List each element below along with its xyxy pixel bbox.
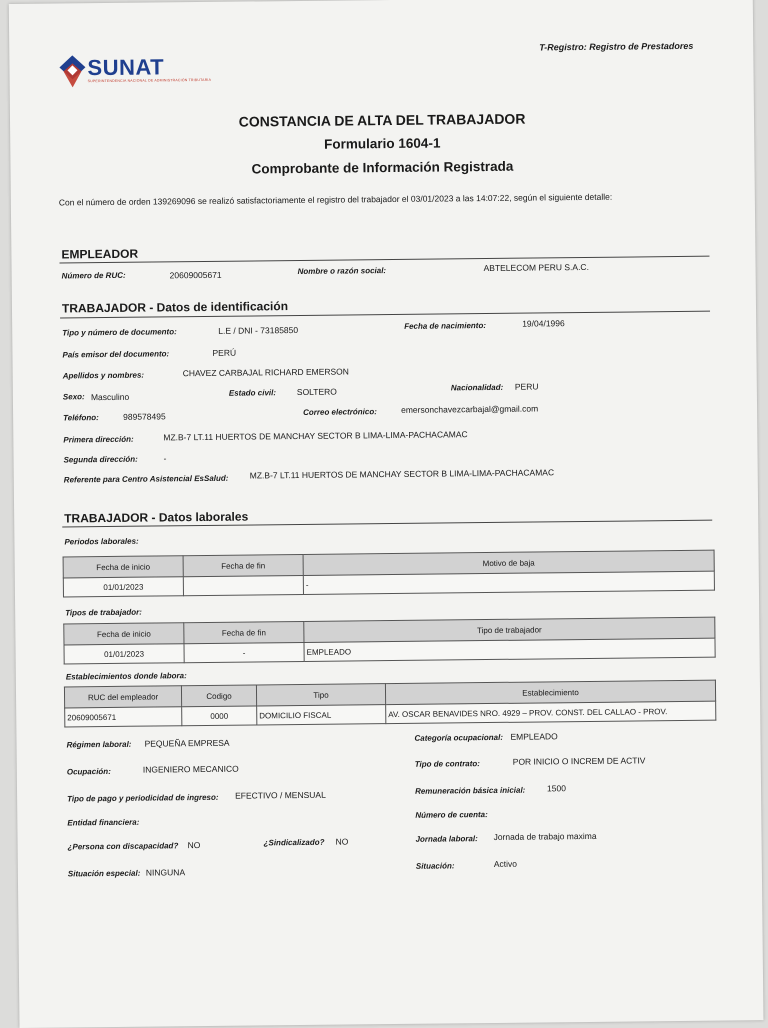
sex-label: Sexo: [62, 392, 85, 402]
situacion-especial-value: NINGUNA [145, 867, 186, 878]
regimen-value: PEQUEÑA EMPRESA [144, 737, 230, 749]
table-cell [183, 575, 303, 595]
column-header: Establecimiento [385, 680, 715, 704]
country-label: País emisor del documento: [62, 349, 170, 360]
section-title-laborales: TRABAJADOR - Datos laborales [64, 509, 249, 526]
essalud-value: MZ.B-7 LT.11 HUERTOS DE MANCHAY SECTOR B LIMA-LIMA-PACHACAMAC [249, 467, 555, 481]
column-header: Tipo de trabajador [304, 617, 715, 642]
form-number: Formulario 1604-1 [324, 135, 441, 152]
entidad-label: Entidad financiera: [67, 817, 140, 828]
column-header: Tipo [256, 684, 385, 706]
email-label: Correo electrónico: [303, 407, 377, 417]
establecimientos-label: Establecimientos donde labora: [65, 671, 187, 682]
country-value: PERÚ [212, 347, 237, 358]
document-subtitle: Comprobante de Información Registrada [251, 158, 514, 177]
sex-value: Masculino [90, 391, 130, 403]
remuneracion-value: 1500 [546, 783, 567, 794]
contrato-value: POR INICIO O INCREM DE ACTIV [512, 755, 646, 767]
essalud-label: Referente para Centro Asistencial EsSalud: [63, 473, 229, 485]
column-header: Fecha de fin [183, 554, 303, 576]
document-page [9, 0, 764, 1028]
table-cell: 01/01/2023 [64, 644, 184, 664]
document-title: CONSTANCIA DE ALTA DEL TRABAJADOR [238, 110, 526, 130]
names-label: Apellidos y nombres: [62, 370, 145, 381]
phone-label: Teléfono: [63, 413, 99, 423]
situacion-value: Activo [493, 858, 518, 869]
registry-name: T-Registro: Registro de Prestadores [539, 40, 694, 53]
phone-value: 989578495 [123, 411, 166, 422]
periodos-table [63, 550, 715, 598]
categoria-label: Categoría ocupacional: [414, 732, 504, 743]
nationality-label: Nacionalidad: [450, 382, 504, 393]
sunat-logo [59, 52, 212, 98]
jornada-value: Jornada de trabajo maxima [493, 830, 597, 842]
tipos-label: Tipos de trabajador: [65, 607, 142, 618]
ocupacion-label: Ocupación: [66, 766, 111, 777]
names-value: CHAVEZ CARBAJAL RICHARD EMERSON [182, 366, 349, 379]
establecimientos-table [64, 680, 716, 728]
table-cell: 20609005671 [65, 707, 182, 727]
periodos-label: Periodos laborales: [64, 536, 139, 547]
name-label: Nombre o razón social: [297, 266, 387, 276]
situacion-especial-label: Situación especial: [67, 868, 141, 879]
contrato-label: Tipo de contrato: [414, 759, 480, 769]
logo-text: SUNAT [87, 54, 165, 81]
address2-label: Segunda dirección: [63, 454, 138, 465]
cuenta-label: Número de cuenta: [415, 810, 488, 820]
situacion-label: Situación: [415, 861, 455, 871]
sindicalizado-value: NO [335, 836, 349, 847]
pago-value: EFECTIVO / MENSUAL [235, 789, 326, 801]
address1-value: MZ.B-7 LT.11 HUERTOS DE MANCHAY SECTOR B LIMA-LIMA-PACHACAMAC [163, 429, 468, 443]
jornada-label: Jornada laboral: [415, 834, 478, 844]
address2-value: - [163, 453, 167, 464]
logo-subtext: SUPERINTENDENCIA NACIONAL DE ADMINISTRACIÓN TRIBUTARIA [87, 77, 212, 84]
ruc-value: 20609005671 [169, 269, 222, 281]
address1-label: Primera dirección: [63, 434, 134, 445]
remuneracion-label: Remuneración básica inicial: [415, 785, 526, 796]
intro-text: Con el número de orden 139269096 se realizó satisfactoriamente el registro del trabajador el 03/01/2023 a las 14:07:22, según el siguiente detalle: [58, 191, 613, 208]
civil-value: SOLTERO [296, 386, 337, 398]
table-cell: EMPLEADO [304, 638, 715, 661]
ocupacion-value: INGENIERO MECANICO [142, 763, 239, 775]
name-value: ABTELECOM PERU S.A.C. [483, 261, 589, 274]
column-header: Fecha de inicio [64, 623, 184, 645]
sunat-emblem-icon [59, 55, 85, 87]
birth-label: Fecha de nacimiento: [404, 321, 487, 331]
sindicalizado-label: ¿Sindicalizado? [263, 837, 325, 848]
table-cell: 01/01/2023 [63, 577, 183, 597]
table-cell: DOMICILIO FISCAL [257, 705, 386, 725]
column-header: Fecha de inicio [63, 556, 183, 578]
doc-label: Tipo y número de documento: [62, 327, 177, 338]
column-header: Codigo [181, 685, 256, 707]
table-cell: - [184, 642, 304, 662]
birth-value: 19/04/1996 [522, 318, 565, 329]
column-header: RUC del empleador [64, 686, 181, 708]
discapacidad-label: ¿Persona con discapacidad? [67, 841, 179, 852]
tipos-table [63, 617, 715, 665]
column-header: Motivo de baja [303, 550, 714, 575]
section-title-empleador: EMPLEADOR [61, 246, 139, 262]
email-value: emersonchavezcarbajal@gmail.com [401, 403, 539, 415]
regimen-label: Régimen laboral: [66, 739, 132, 750]
section-divider [59, 256, 709, 264]
column-header: Fecha de fin [184, 621, 304, 643]
table-cell: - [303, 571, 714, 594]
civil-label: Estado civil: [228, 388, 277, 398]
table-cell: AV. OSCAR BENAVIDES NRO. 4929 – PROV. CONST. DEL CALLAO - PROV. [386, 701, 716, 723]
table-cell: 0000 [182, 706, 257, 726]
pago-label: Tipo de pago y periodicidad de ingreso: [67, 792, 219, 804]
discapacidad-value: NO [187, 840, 201, 851]
categoria-value: EMPLEADO [510, 731, 558, 742]
section-title-identificacion: TRABAJADOR - Datos de identificación [61, 299, 289, 316]
doc-value: L.E / DNI - 73185850 [218, 324, 299, 336]
ruc-label: Número de RUC: [61, 270, 126, 281]
nationality-value: PERU [514, 381, 539, 392]
